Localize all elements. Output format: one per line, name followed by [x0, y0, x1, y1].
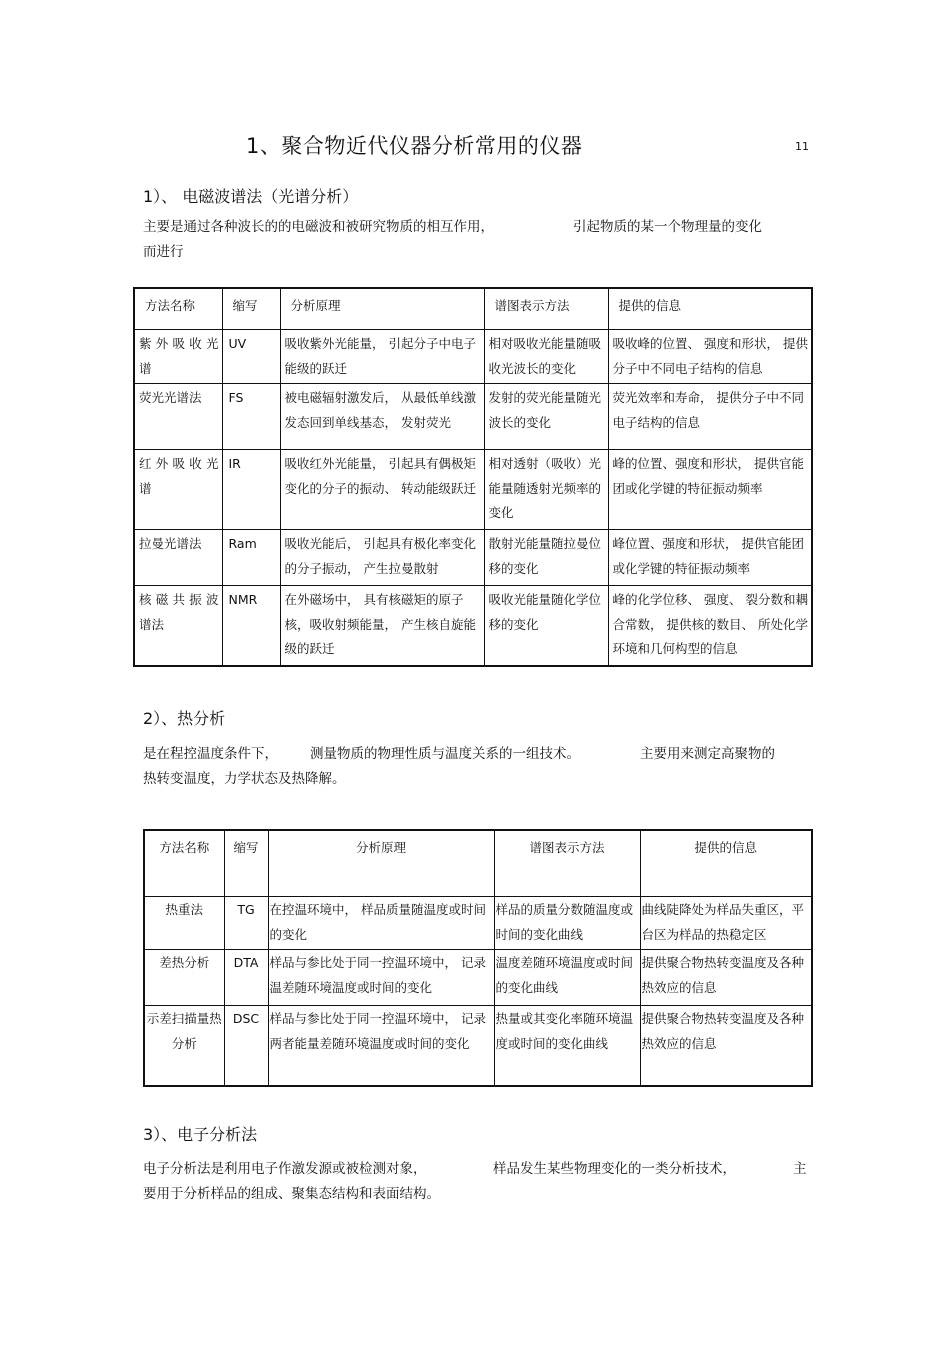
spectrum-cell: 相对透射（吸收）光能量随透射光频率的变化 [484, 450, 608, 530]
section1-para-line1b: 引起物质的某一个物理量的变化 [573, 219, 762, 235]
method-name-cell [134, 530, 222, 586]
header-cell: 分析原理 [280, 288, 484, 330]
section3-heading: 3）、电子分析法 [143, 1125, 258, 1144]
info-cell: 吸收峰的位置、 强度和形状， 提供分子中不同电子结构的信息 [608, 330, 812, 384]
info-cell: 荧光效率和寿命， 提供分子中不同电子结构的信息 [608, 384, 812, 450]
abbr-cell: DSC [224, 1006, 268, 1086]
abbr-cell: DTA [224, 950, 268, 1006]
spectrum-cell: 散射光能量随拉曼位移的变化 [484, 530, 608, 586]
section3-para-line2: 要用于分析样品的组成、聚集态结构和表面结构。 [143, 1186, 440, 1202]
principle-cell: 在外磁场中， 具有核磁矩的原子核，吸收射频能量， 产生核自旋能级的跃迁 [280, 586, 484, 666]
abbr-cell: NMR [222, 586, 280, 666]
table-header-row [134, 288, 812, 330]
header-cell: 缩写 [224, 830, 268, 897]
method-name-line1: 紫外吸收光 [139, 336, 219, 351]
method-name-cell [134, 330, 222, 384]
method-name-line1: 拉曼光谱法 [139, 536, 202, 551]
info-cell: 提供聚合物热转变温度及各种热效应的信息 [640, 950, 812, 1006]
section3-para-line1c: 主 [793, 1161, 807, 1177]
table-header-row [144, 830, 812, 897]
principle-cell: 吸收光能后， 引起具有极化率变化的分子振动， 产生拉曼散射 [280, 530, 484, 586]
abbr-cell: UV [222, 330, 280, 384]
document-title: 1、聚合物近代仪器分析常用的仪器 [246, 134, 583, 158]
thermal-analysis-table [143, 829, 813, 1087]
table-row [134, 384, 812, 450]
section2-heading: 2）、热分析 [143, 709, 226, 728]
method-name-line1: 核磁共振波 [139, 592, 219, 607]
method-name-line1: 荧光光谱法 [139, 390, 202, 405]
table-row [134, 330, 812, 384]
info-cell: 曲线陡降处为样品失重区，平台区为样品的热稳定区 [640, 897, 812, 950]
principle-cell: 被电磁辐射激发后， 从最低单线激发态回到单线基态， 发射荧光 [280, 384, 484, 450]
spectrum-cell: 样品的质量分数随温度或时间的变化曲线 [494, 897, 640, 950]
header-cell: 谱图表示方法 [484, 288, 608, 330]
abbr-cell: FS [222, 384, 280, 450]
method-name-line2: 谱 [139, 360, 152, 376]
header-cell: 方法名称 [134, 288, 222, 330]
method-name-line2: 谱 [139, 480, 152, 496]
info-cell: 提供聚合物热转变温度及各种热效应的信息 [640, 1006, 812, 1086]
table-row [134, 530, 812, 586]
header-cell: 缩写 [222, 288, 280, 330]
principle-cell: 样品与参比处于同一控温环境中， 记录温差随环境温度或时间的变化 [268, 950, 494, 1006]
section3-para-line1a: 电子分析法是利用电子作激发源或被检测对象， [143, 1161, 427, 1177]
info-cell: 峰的化学位移、 强度、 裂分数和耦合常数， 提供核的数目、 所处化学环境和几何构型的信息 [608, 586, 812, 666]
principle-cell: 在控温环境中， 样品质量随温度或时间的变化 [268, 897, 494, 950]
abbr-cell: Ram [222, 530, 280, 586]
header-cell: 方法名称 [144, 830, 224, 897]
spectrum-cell: 热量或其变化率随环境温度或时间的变化曲线 [494, 1006, 640, 1086]
spectroscopy-table [133, 287, 813, 667]
table-row [134, 450, 812, 530]
principle-cell: 样品与参比处于同一控温环境中， 记录两者能量差随环境温度或时间的变化 [268, 1006, 494, 1086]
info-cell: 峰位置、强度和形状， 提供官能团或化学键的特征振动频率 [608, 530, 812, 586]
method-name-line2: 谱法 [139, 616, 165, 632]
method-name-cell [134, 450, 222, 530]
header-cell: 提供的信息 [608, 288, 812, 330]
table-row [144, 1006, 812, 1086]
spectrum-cell: 发射的荧光能量随光波长的变化 [484, 384, 608, 450]
info-cell: 峰的位置、强度和形状， 提供官能团或化学键的特征振动频率 [608, 450, 812, 530]
section1-para-line1a: 主要是通过各种波长的的电磁波和被研究物质的相互作用， [143, 219, 494, 235]
section3-para-line1b: 样品发生某些物理变化的一类分析技术， [493, 1161, 736, 1177]
method-name-cell [134, 384, 222, 450]
header-cell: 分析原理 [268, 830, 494, 897]
section2-para-line1c: 主要用来测定高聚物的 [640, 746, 775, 762]
table-row [144, 950, 812, 1006]
abbr-cell: TG [224, 897, 268, 950]
table-row [134, 586, 812, 666]
table-row [144, 897, 812, 950]
method-name-cell: 热重法 [144, 897, 224, 950]
spectrum-cell: 相对吸收光能量随吸收光波长的变化 [484, 330, 608, 384]
method-name-cell: 示差扫描量热分析 [144, 1006, 224, 1086]
spectrum-cell: 吸收光能量随化学位移的变化 [484, 586, 608, 666]
section2-para-line2: 热转变温度，力学状态及热降解。 [143, 771, 346, 787]
spectrum-cell: 温度差随环境温度或时间的变化曲线 [494, 950, 640, 1006]
section1-heading: 1）、 电磁波谱法（光谱分析） [143, 187, 359, 206]
method-name-line1: 红外吸收光 [139, 456, 219, 471]
abbr-cell: IR [222, 450, 280, 530]
method-name-cell: 差热分析 [144, 950, 224, 1006]
page-number: 11 [795, 140, 809, 153]
section1-para-line2: 而进行 [143, 244, 184, 260]
section2-para-line1a: 是在程控温度条件下， [143, 746, 278, 762]
header-cell: 提供的信息 [640, 830, 812, 897]
principle-cell: 吸收紫外光能量， 引起分子中电子能级的跃迁 [280, 330, 484, 384]
header-cell: 谱图表示方法 [494, 830, 640, 897]
method-name-cell [134, 586, 222, 666]
section2-para-line1b: 测量物质的物理性质与温度关系的一组技术。 [310, 746, 580, 762]
principle-cell: 吸收红外光能量， 引起具有偶极矩变化的分子的振动、 转动能级跃迁 [280, 450, 484, 530]
